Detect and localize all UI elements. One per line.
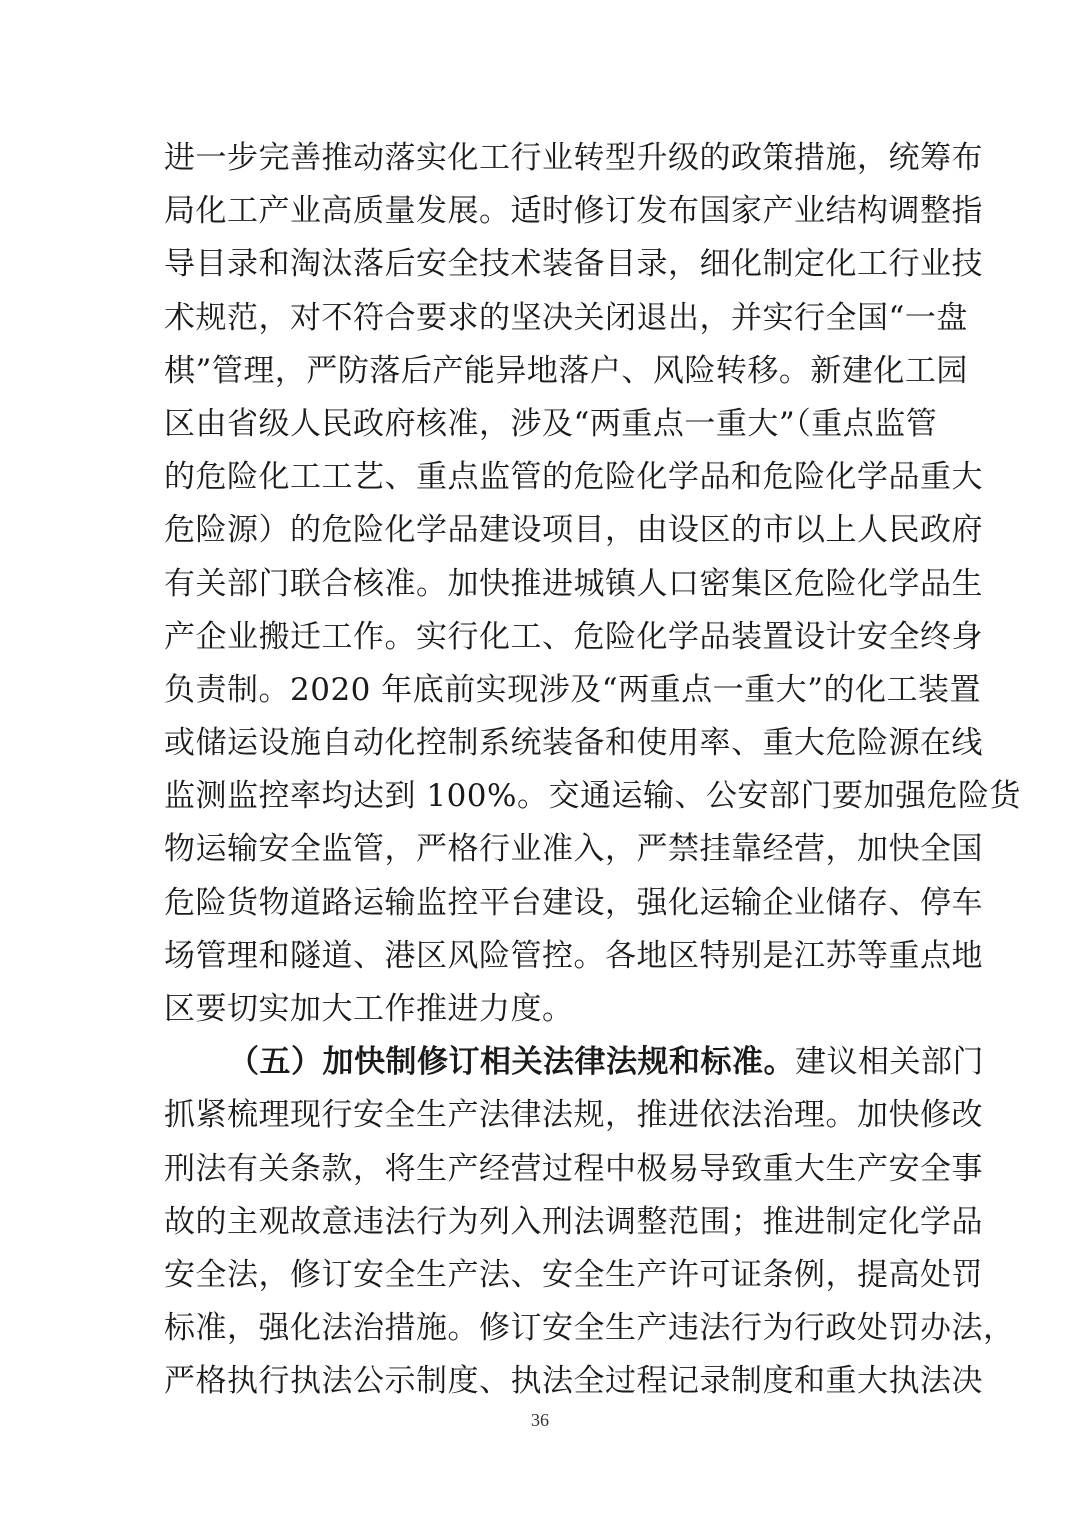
paragraph-line: 导目录和淘汰落后安全技术装备目录，细化制定化工行业技 (164, 246, 983, 283)
paragraph-line: 或储运设施自动化控制系统装备和使用率、重大危险源在线 (164, 725, 983, 762)
paragraph-line: 负责制。2020 年底前实现涉及“两重点一重大”的化工装置 (164, 671, 981, 708)
paragraph-line: 术规范，对不符合要求的坚决关闭退出，并实行全国“一盘 (164, 299, 968, 336)
paragraph-line: 安全法，修订安全生产法、安全生产许可证条例，提高处罚 (164, 1256, 983, 1293)
paragraph-line: 危险源）的危险化学品建设项目，由设区的市以上人民政府 (164, 512, 983, 549)
paragraph-line: 危险货物道路运输监控平台建设，强化运输企业储存、停车 (164, 884, 983, 921)
paragraph-line: 棋”管理，严防落后产能异地落户、风险转移。新建化工园 (164, 352, 968, 389)
paragraph-line: 有关部门联合核准。加快推进城镇人口密集区危险化学品生 (164, 565, 983, 602)
paragraph-line: 故的主观故意违法行为列入刑法调整范围；推进制定化学品 (164, 1203, 983, 1240)
section-heading: （五）加快制修订相关法律法规和标准。 (228, 1044, 795, 1081)
paragraph-line: 区要切实加大工作推进力度。 (164, 991, 574, 1027)
page-number: 36 (531, 1410, 549, 1430)
paragraph-line: 刑法有关条款，将生产经营过程中极易导致重大生产安全事 (164, 1150, 983, 1187)
paragraph-line: 进一步完善推动落实化工行业转型升级的政策措施，统筹布 (164, 140, 983, 176)
section-heading-line (164, 1036, 984, 1089)
body-text (164, 132, 1021, 1409)
paragraph-line: 产企业搬迁工作。实行化工、危险化学品装置设计安全终身 (164, 618, 983, 655)
paragraph-line: 监测监控率均达到 100%。交通运输、公安部门要加强危险货 (164, 778, 1021, 815)
paragraph-line: 抓紧梳理现行安全生产法律法规，推进依法治理。加快修改 (164, 1097, 983, 1134)
paragraph-line: 的危险化工工艺、重点监管的危险化学品和危险化学品重大 (164, 459, 983, 496)
paragraph-line: 严格执行执法公示制度、执法全过程记录制度和重大执法决 (164, 1363, 983, 1400)
paragraph-line: 标准，强化法治措施。修订安全生产违法行为行政处罚办法， (164, 1310, 1015, 1347)
paragraph-line: 物运输安全监管，严格行业准入，严禁挂靠经营，加快全国 (164, 831, 983, 868)
section-heading-rest: 建议相关部门 (795, 1044, 984, 1081)
paragraph-line: 区由省级人民政府核准，涉及“两重点一重大”（重点监管 (164, 405, 938, 442)
paragraph-line: 场管理和隧道、港区风险管控。各地区特别是江苏等重点地 (164, 937, 983, 974)
paragraph-line: 局化工产业高质量发展。适时修订发布国家产业结构调整指 (164, 193, 983, 230)
